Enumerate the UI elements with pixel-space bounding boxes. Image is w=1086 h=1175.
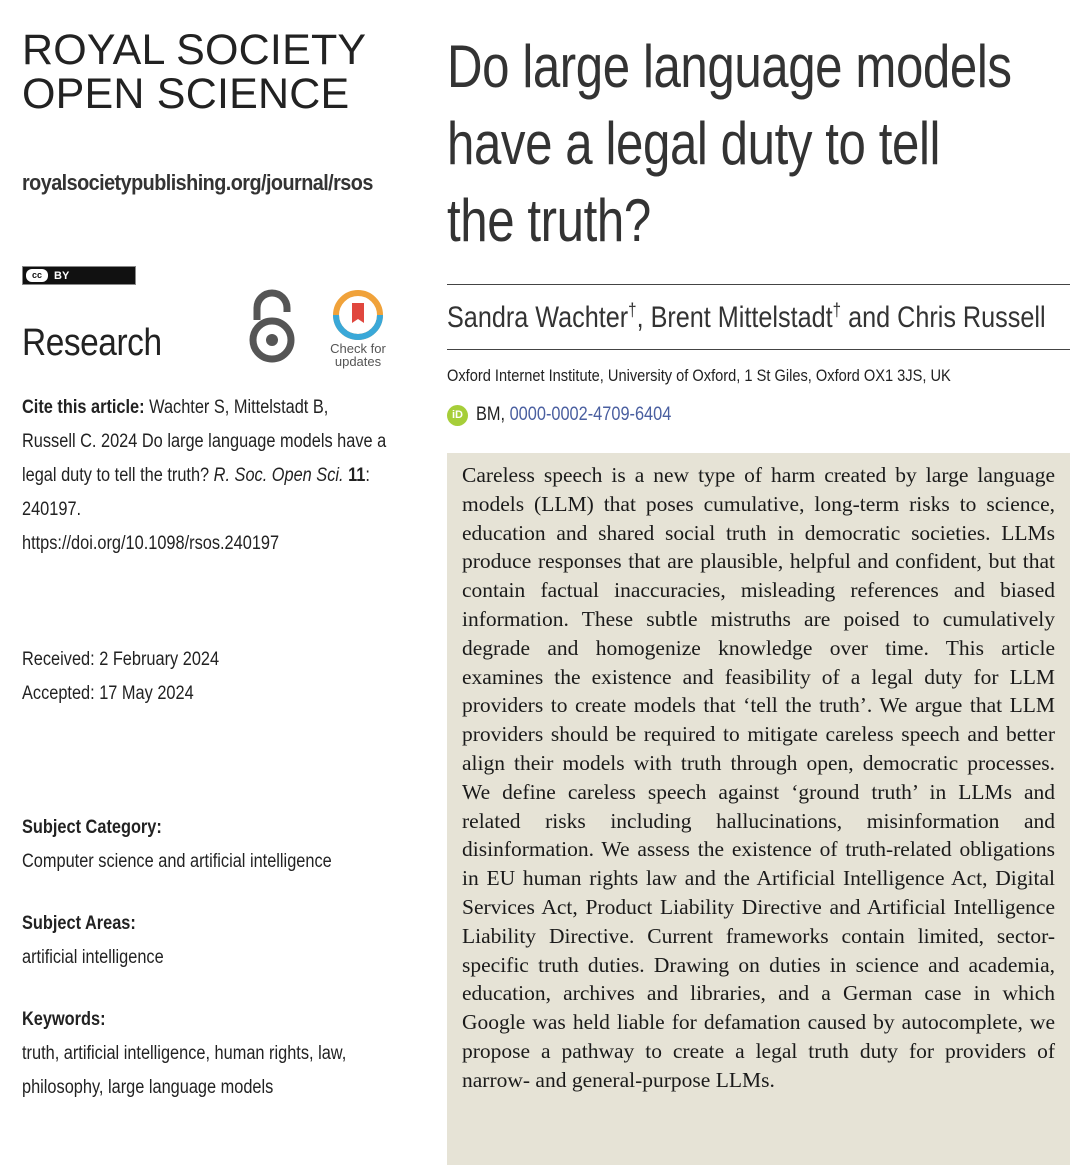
orcid-link[interactable]: 0000-0002-4709-6404 xyxy=(509,404,672,425)
divider-top xyxy=(447,284,1070,285)
orcid-initials: BM, xyxy=(476,404,510,425)
accepted-date: Accepted: 17 May 2024 xyxy=(22,683,194,704)
citation-article-number: 240197. xyxy=(22,499,82,520)
title-line1: Do large language models xyxy=(447,33,1012,100)
check-for-updates-line2: updates xyxy=(334,354,382,369)
subject-category-block xyxy=(22,811,402,879)
section-label: Research xyxy=(22,322,162,364)
author-russell[interactable]: Chris Russell xyxy=(897,301,1046,334)
keywords-line2: philosophy, large language models xyxy=(22,1077,274,1098)
authors-line xyxy=(447,300,1046,335)
subject-areas-value[interactable]: artificial intelligence xyxy=(22,947,164,968)
citation-line2: Russell C. 2024 Do large language models have a xyxy=(22,431,387,452)
author-sep: , xyxy=(636,301,651,334)
subject-areas-block xyxy=(22,907,402,975)
check-for-updates-label xyxy=(322,342,394,368)
article-title xyxy=(447,28,1070,259)
journal-url-link[interactable]: royalsocietypublishing.org/journal/rsos xyxy=(22,170,373,195)
orcid-icon: iD xyxy=(447,405,468,426)
open-access-icon xyxy=(246,288,298,364)
author-mittelstadt[interactable]: Brent Mittelstadt xyxy=(650,301,833,334)
keywords-line1: truth, artificial intelligence, human rights, law, xyxy=(22,1043,347,1064)
subject-category-value: Computer science and artificial intelligence xyxy=(22,851,332,872)
journal-name-line1: ROYAL SOCIETY xyxy=(22,26,367,74)
cc-by-license-badge[interactable] xyxy=(22,266,136,285)
author-wachter[interactable]: Sandra Wachter xyxy=(447,301,629,334)
citation-journal: R. Soc. Open Sci. xyxy=(213,465,344,486)
by-label: BY xyxy=(54,269,70,282)
citation-line3: legal duty to tell the truth? xyxy=(22,465,214,486)
author-and: and xyxy=(841,301,898,334)
keywords-block xyxy=(22,1003,402,1105)
subject-areas-label: Subject Areas: xyxy=(22,913,136,934)
orcid-line xyxy=(447,404,703,426)
title-line3: the truth? xyxy=(447,187,651,254)
title-line2: have a legal duty to tell xyxy=(447,110,941,177)
check-for-updates-icon xyxy=(333,290,383,340)
citation-block xyxy=(22,391,402,561)
dates-block xyxy=(22,643,402,711)
doi-link[interactable]: https://doi.org/10.1098/rsos.240197 xyxy=(22,533,280,554)
cc-icon: cc xyxy=(26,269,48,282)
citation-label: Cite this article: xyxy=(22,397,145,418)
author1-dagger: † xyxy=(628,300,637,320)
keywords-label: Keywords: xyxy=(22,1009,106,1030)
citation-colon: : xyxy=(365,465,370,486)
received-date: Received: 2 February 2024 xyxy=(22,649,220,670)
journal-name-line2: OPEN SCIENCE xyxy=(22,70,350,118)
check-for-updates-line1: Check for xyxy=(330,341,386,356)
journal-logo xyxy=(22,28,366,116)
citation-volume: 11 xyxy=(348,465,366,486)
author2-dagger: † xyxy=(832,300,842,320)
abstract-text: Careless speech is a new type of harm created by large language models (LLM) that poses cumulative, long-term risks to science, education and shared social truth in democratic societies. LLMs produce responses that are plausible, helpful and confident, but that contain factual inaccuracies, misleading references and biased information. These subtle mistruths are poised to cumulatively degrade and homogenize knowledge over time. This article examines the existence and feasibility of a legal duty for LLM providers to create models that ‘tell the truth’. We argue that LLM providers should be required to mitigate careless speech and better align their models with truth through open, democratic processes. We define careless speech against ‘ground truth’ in LLMs and related risks including hallucinations, misinformation and disinformation. We assess the existence of truth-related obligations in EU human rights law and the Artificial Intelligence Act, Digital Services Act, Product Liability Directive and Artificial Intelligence Liability Directive. Current frameworks contain limited, sector-specific truth duties. Drawing on duties in science and academia, education, archives and libraries, and a German case in which Google was held liable for defamation caused by autocomplete, we propose a pathway to create a legal truth duty for providers of narrow- and general-purpose LLMs. xyxy=(462,463,1055,1092)
check-for-updates-button[interactable] xyxy=(322,290,394,368)
affiliation: Oxford Internet Institute, University of Oxford, 1 St Giles, Oxford OX1 3JS, UK xyxy=(447,366,951,385)
divider-bottom xyxy=(447,349,1070,350)
subject-category-label: Subject Category: xyxy=(22,817,162,838)
abstract-box xyxy=(447,453,1070,1165)
citation-line1: Wachter S, Mittelstadt B, xyxy=(149,397,329,418)
